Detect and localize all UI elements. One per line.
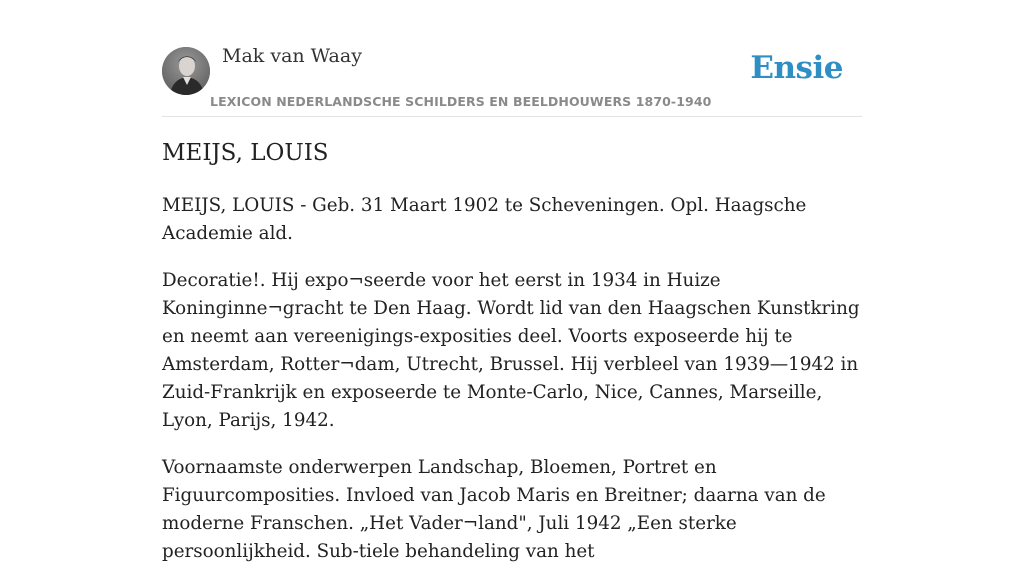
intro-paragraph: MEIJS, LOUIS - Geb. 31 Maart 1902 te Scheveningen. Opl. Haagsche Academie ald. <box>162 195 807 244</box>
body-paragraph-1: Decoratie!. Hij expo¬seerde voor het eerst in 1934 in Huize Koninginne¬gracht te Den Haag. Wordt lid van den Haagschen Kunstkring en neemt aan vereenigings-exposities deel. Voorts exposeerde hij te Amsterdam, Rotter¬dam, Utrecht, Brussel. Hij verbleel van 1939—1942 in Zuid-Frankrijk en exposeerde te Monte-Carlo, Nice, Cannes, Marseille, Lyon, Parijs, 1942. <box>162 270 860 431</box>
page-title: MEIJS, LOUIS <box>162 140 329 166</box>
source-title[interactable]: LEXICON NEDERLANDSCHE SCHILDERS EN BEELDHOUWERS 1870-1940 <box>210 94 712 109</box>
page <box>162 0 862 562</box>
portrait-icon <box>162 47 210 95</box>
header <box>162 0 862 117</box>
article-body <box>162 192 864 585</box>
body-paragraph-2: Voornaamste onderwerpen Landschap, Bloemen, Portret en Figuurcomposities. Invloed van Jacob Maris en Breitner; daarna van de moderne Franschen. „Het Vader¬land", Juli 1942 „Een sterke persoonlijkheid. Sub-tiele behandeling van het <box>162 457 826 562</box>
author-avatar[interactable] <box>162 47 210 95</box>
author-name[interactable]: Mak van Waay <box>222 45 362 67</box>
ensie-logo[interactable]: Ensie <box>750 50 843 86</box>
